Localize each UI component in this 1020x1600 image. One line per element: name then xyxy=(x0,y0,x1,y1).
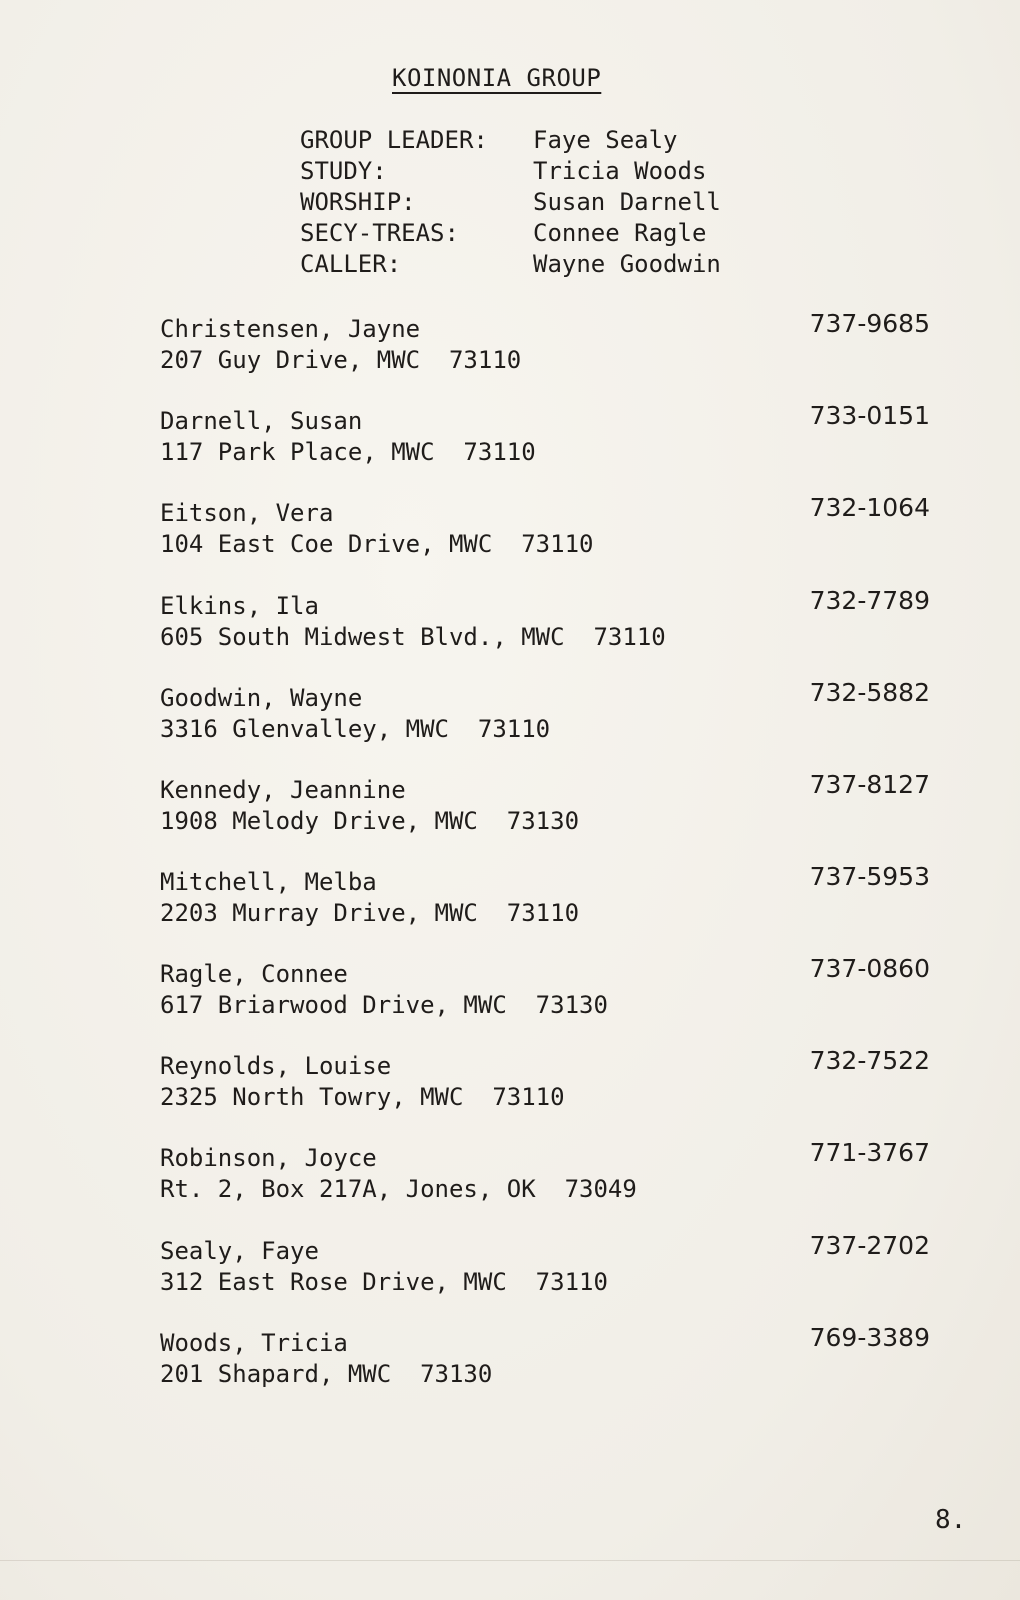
member-name: Eitson, Vera xyxy=(160,499,334,527)
member-entry xyxy=(160,954,940,1029)
member-entry xyxy=(160,1323,940,1398)
member-entry xyxy=(160,401,940,476)
officer-role: STUDY: xyxy=(300,157,387,185)
officer-row xyxy=(300,125,721,156)
member-address: 2325 North Towry, MWC 73110 xyxy=(160,1083,565,1111)
member-address: 3316 Glenvalley, MWC 73110 xyxy=(160,715,551,743)
member-name: Ragle, Connee xyxy=(160,960,348,988)
member-phone: 732-7522 xyxy=(809,1046,930,1075)
officer-role: SECY-TREAS: xyxy=(300,219,459,247)
member-address: 312 East Rose Drive, MWC 73110 xyxy=(160,1268,608,1296)
member-phone: 737-5953 xyxy=(809,862,930,891)
member-name: Reynolds, Louise xyxy=(160,1052,392,1080)
member-phone: 737-8127 xyxy=(809,770,930,799)
officer-role: WORSHIP: xyxy=(300,188,416,216)
member-entry xyxy=(160,493,940,568)
member-entry xyxy=(160,1231,940,1306)
member-phone: 737-2702 xyxy=(809,1231,930,1260)
officer-row xyxy=(300,218,721,249)
officer-name: Susan Darnell xyxy=(533,188,721,216)
member-entry xyxy=(160,770,940,845)
member-address: 117 Park Place, MWC 73110 xyxy=(160,438,536,466)
member-phone: 769-3389 xyxy=(809,1323,930,1352)
member-phone: 737-9685 xyxy=(809,309,930,338)
member-entry xyxy=(160,586,940,661)
member-entry xyxy=(160,862,940,937)
member-entry xyxy=(160,1046,940,1121)
member-address: 207 Guy Drive, MWC 73110 xyxy=(160,346,522,374)
member-address: 201 Shapard, MWC 73130 xyxy=(160,1360,493,1388)
member-name: Mitchell, Melba xyxy=(160,868,377,896)
officer-name: Wayne Goodwin xyxy=(533,250,721,278)
member-address: 2203 Murray Drive, MWC 73110 xyxy=(160,899,580,927)
officer-role: GROUP LEADER: xyxy=(300,126,488,154)
officer-name: Faye Sealy xyxy=(533,126,678,154)
member-phone: 732-1064 xyxy=(809,493,930,522)
member-name: Goodwin, Wayne xyxy=(160,684,363,712)
member-phone: 733-0151 xyxy=(809,401,930,430)
member-name: Kennedy, Jeannine xyxy=(160,776,406,804)
officer-row xyxy=(300,156,721,187)
member-entry xyxy=(160,678,940,753)
member-name: Darnell, Susan xyxy=(160,407,363,435)
officer-row xyxy=(300,187,721,218)
member-phone: 771-3767 xyxy=(809,1138,930,1167)
officers-list xyxy=(300,125,721,280)
member-address: 605 South Midwest Blvd., MWC 73110 xyxy=(160,623,666,651)
member-address: 104 East Coe Drive, MWC 73110 xyxy=(160,530,594,558)
officer-role: CALLER: xyxy=(300,250,402,278)
member-entry xyxy=(160,309,940,384)
member-phone: 737-0860 xyxy=(809,954,930,983)
member-name: Elkins, Ila xyxy=(160,592,319,620)
member-address: 617 Briarwood Drive, MWC 73130 xyxy=(160,991,608,1019)
member-address: 1908 Melody Drive, MWC 73130 xyxy=(160,807,580,835)
member-name: Robinson, Joyce xyxy=(160,1144,377,1172)
member-name: Sealy, Faye xyxy=(160,1237,319,1265)
member-phone: 732-7789 xyxy=(809,586,930,615)
member-address: Rt. 2, Box 217A, Jones, OK 73049 xyxy=(160,1175,637,1203)
page-fold-line xyxy=(0,1560,1020,1561)
member-entry xyxy=(160,1138,940,1213)
officer-row xyxy=(300,249,721,280)
page-title: KOINONIA GROUP xyxy=(392,64,602,92)
member-name: Christensen, Jayne xyxy=(160,315,421,343)
member-phone: 732-5882 xyxy=(809,678,930,707)
officer-name: Tricia Woods xyxy=(533,157,707,185)
page-number: 8. xyxy=(935,1505,967,1535)
officer-name: Connee Ragle xyxy=(533,219,707,247)
member-name: Woods, Tricia xyxy=(160,1329,348,1357)
